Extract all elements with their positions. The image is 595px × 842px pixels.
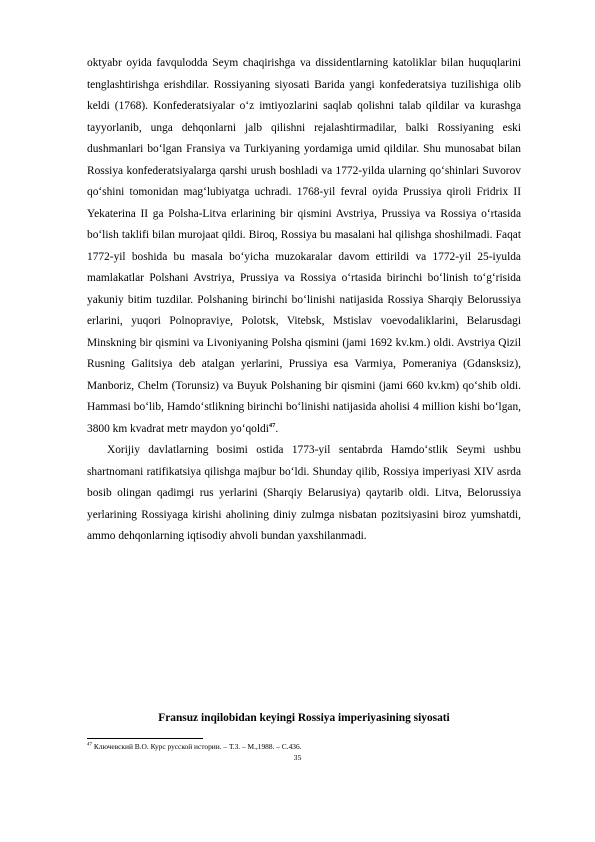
body-text [87,53,521,548]
footnote-reference: 47 [268,421,276,429]
paragraph-1 [87,53,521,440]
footnote-divider [87,738,203,739]
section-heading: Fransuz inqilobidan keyingi Rossiya imperiyasining siyosati [158,712,450,724]
footnote [87,742,521,752]
paragraph-1-end: . [275,422,279,435]
footnote-number: 47 [87,742,92,748]
paragraph-1-text: oktyabr oyida favqulodda Seym chaqirishga va dissidentlarning katoliklar bilan huquqlarini tenglashtirishga erishdilar. Rossiyaning siyosati Barida yangi konfederatsiya tuzilishiga olib keldi (1768). Konfederatsiyalar o‘z imtiyozlarini saqlab qolishni talab qildilar va kurashga tayyorlanib, unga dehqonlarni jalb qilishni rejalashtirmadilar, balki Rossiyaning eski dushmanlari bo‘lgan Fransiya va Turkiyaning yordamiga umid qildilar. Shu munosabat bilan Rossiya konfederatsiyalarga qarshi urush boshladi va 1772-yilda ularning qo‘shinlari Suvorov qo‘shini tomonidan mag‘lubiyatga uchradi. 1768-yil fevral oyida Prussiya qiroli Fridrix II Yekaterina II ga Polsha-Litva erlarining bir qismini Avstriya, Prussiya va Rossiya o‘rtasida bo‘lish taklifi bilan murojaat qildi. Biroq, Rossiya bu masalani hal qilishga shoshilmadi. Faqat 1772-yil boshida bu masala bo‘yicha muzokaralar davom ettirildi va 1772-yil 25-iyulda mamlakatlar Polshani Avstriya, Prussiya va Rossiya o‘rtasida birinchi bo‘linish to‘g‘risida yakuniy bitim tuzdilar. Polshaning birinchi bo‘linishi natijasida Rossiya Sharqiy Belorussiya erlarini, yuqori Polnopraviye, Polotsk, Vitebsk, Mstislav voevodaliklarini, Belarusdagi Minskning bir qismini va Livoniyaning Polsha qismini (jami 1692 kv.km.) oldi. Avstriya Qizil Rusning Galitsiya deb atalgan yerlarini, Prussiya esa Varmiya, Pomeraniya (Gdansksiz), Manboriz, Chelm (Torunsiz) va Buyuk Polshaning bir qismini (jami 660 kv.km) qo‘shib oldi. Hammasi bo‘lib, Hamdo‘stlikning birinchi bo‘linishi natijasida aholisi 4 million kishi bo‘lgan, 3800 km kvadrat metr maydon yo‘qoldi [87,57,521,435]
paragraph-2: Xorijiy davlatlarning bosimi ostida 1773-yil sentabrda Hamdo‘stlik Seymi ushbu shartnomani ratifikatsiya qilishga majbur bo‘ldi. Shunday qilib, Rossiya imperiyasi XIV asrda bosib olingan qadimgi rus yerlarini (Sharqiy Belarusiya) qaytarib oldi. Litva, Belorussiya yerlarining Rossiyaga kirishi aholining diniy zulmga nisbatan pozitsiyasini biroz yumshatdi, ammo dehqonlarning iqtisodiy ahvoli bundan yaxshilanmadi. [87,444,521,542]
footnote-text: Ключевский В.О. Курс русской истории. – Т.3. – М.,1988. – С.436. [92,742,302,751]
page-number: 35 [293,753,302,762]
